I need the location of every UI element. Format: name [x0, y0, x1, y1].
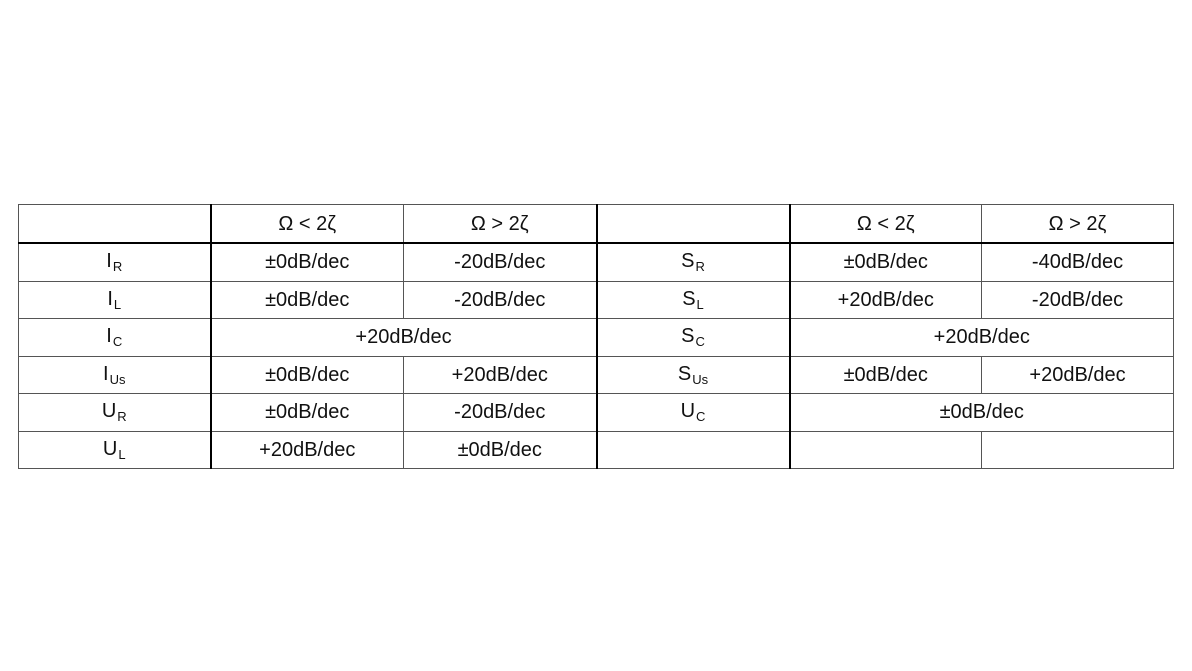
table-row [19, 319, 1174, 357]
table-row [19, 356, 1174, 394]
slope-cell: ±0dB/dec [211, 243, 404, 281]
slope-cell: ±0dB/dec [211, 356, 404, 394]
row-symbol-right: $S_L$ [597, 281, 790, 319]
slope-cell: +20dB/dec [982, 356, 1174, 394]
row-symbol-right: $S_{Us}$ [597, 356, 790, 394]
row-symbol-right: $U_C$ [597, 394, 790, 432]
row-symbol-left: $I_C$ [19, 319, 211, 357]
header-blank-left [19, 205, 211, 244]
slope-cell: -20dB/dec [982, 281, 1174, 319]
row-symbol-right: $S_C$ [597, 319, 790, 357]
table-row [19, 431, 1174, 469]
header-omega-greater-left: Ω > 2ζ [404, 205, 597, 244]
slope-cell: -20dB/dec [404, 394, 597, 432]
slope-cell [982, 431, 1174, 469]
slope-cell: +20dB/dec [404, 356, 597, 394]
header-blank-right [597, 205, 790, 244]
slope-cell: -40dB/dec [982, 243, 1174, 281]
merged-slope-cell: +20dB/dec [790, 319, 1174, 357]
slope-cell: -20dB/dec [404, 281, 597, 319]
row-symbol-left: $I_R$ [19, 243, 211, 281]
row-symbol-left: $I_{Us}$ [19, 356, 211, 394]
slope-cell: ±0dB/dec [790, 356, 982, 394]
row-symbol-right [597, 431, 790, 469]
header-omega-less-right: Ω < 2ζ [790, 205, 982, 244]
slope-cell: -20dB/dec [404, 243, 597, 281]
row-symbol-right: $S_R$ [597, 243, 790, 281]
slope-cell: ±0dB/dec [790, 243, 982, 281]
table-row [19, 394, 1174, 432]
header-omega-greater-right: Ω > 2ζ [982, 205, 1174, 244]
slope-cell: +20dB/dec [790, 281, 982, 319]
slope-cell: +20dB/dec [211, 431, 404, 469]
merged-slope-cell: ±0dB/dec [790, 394, 1174, 432]
frequency-slope-table [18, 204, 1174, 469]
slope-cell: ±0dB/dec [404, 431, 597, 469]
header-row [19, 205, 1174, 244]
table-row [19, 281, 1174, 319]
row-symbol-left: $U_L$ [19, 431, 211, 469]
header-omega-less-left: Ω < 2ζ [211, 205, 404, 244]
table-row [19, 243, 1174, 281]
slope-cell: ±0dB/dec [211, 394, 404, 432]
merged-slope-cell: +20dB/dec [211, 319, 597, 357]
row-symbol-left: $I_L$ [19, 281, 211, 319]
row-symbol-left: $U_R$ [19, 394, 211, 432]
slope-cell: ±0dB/dec [211, 281, 404, 319]
slope-cell [790, 431, 982, 469]
